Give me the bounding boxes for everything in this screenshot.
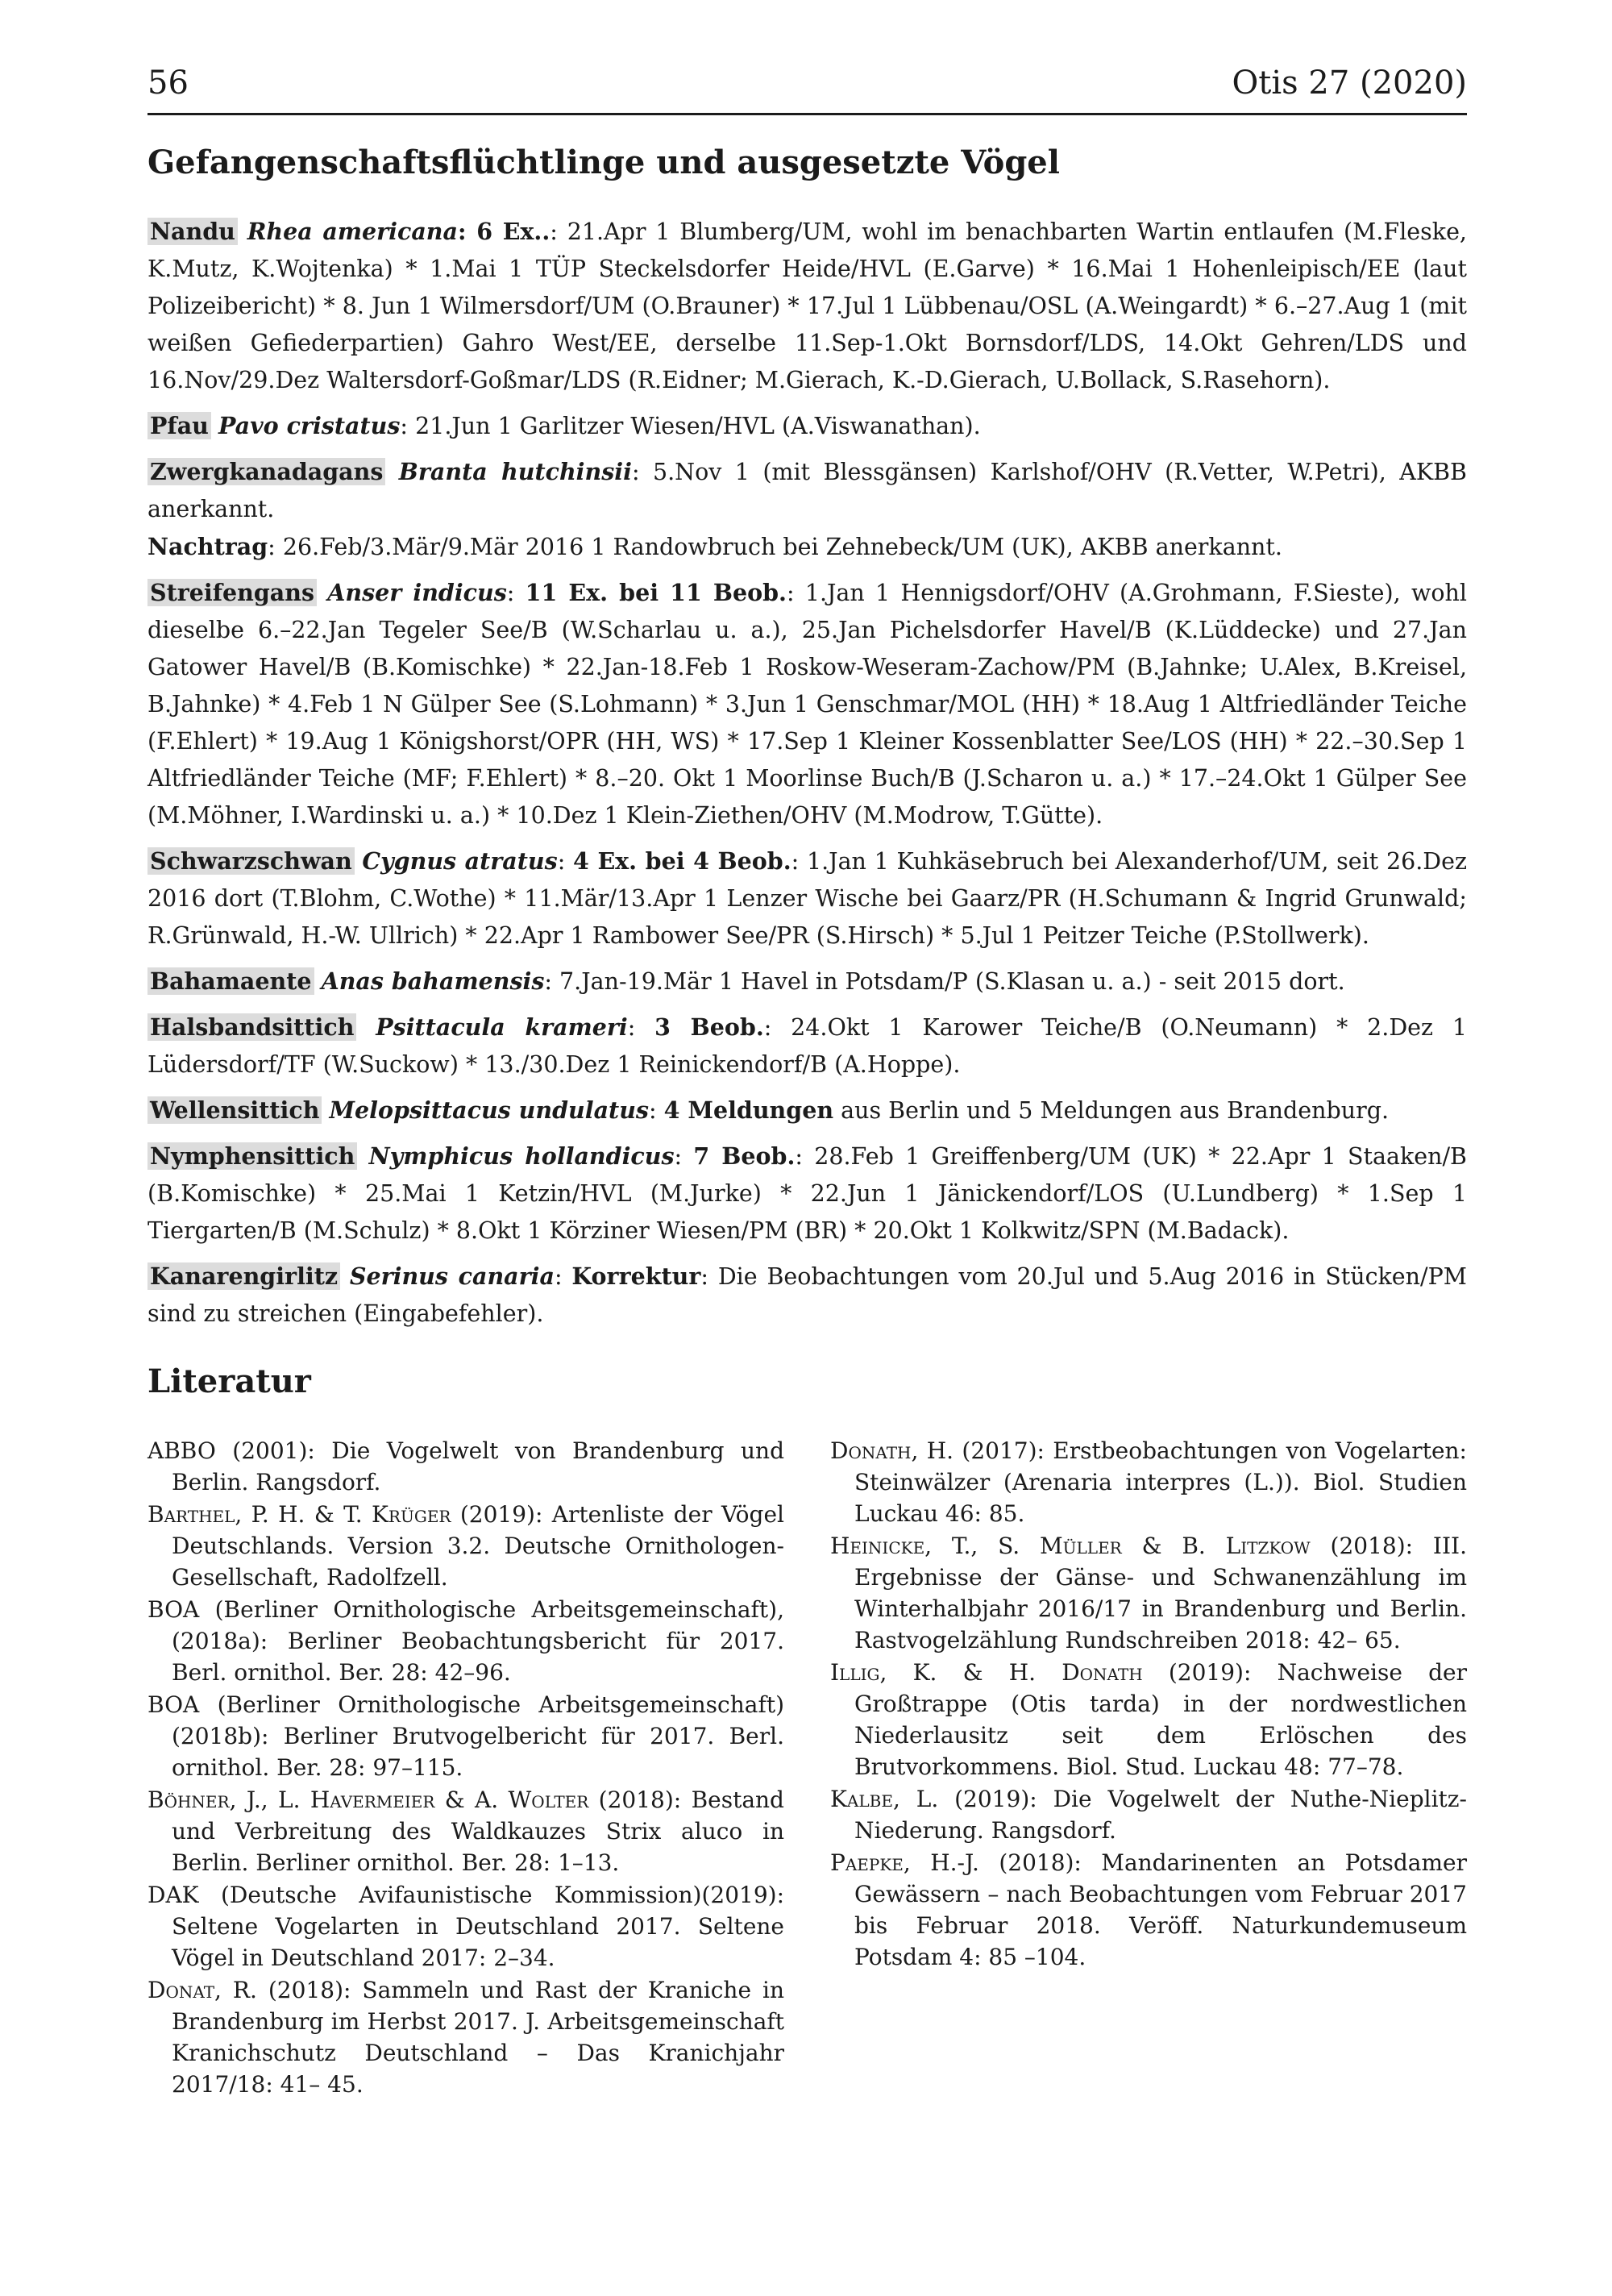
- reference-item: Illig, K. & H. Donath (2019): Nachweise der Großtrappe (Otis tarda) in der nordwestlichen Niederlausitz seit dem Erlöschen des Brutvorkommens. Biol. Stud. Luckau 48: 77–78.: [830, 1659, 1467, 1780]
- species-name: Wellensittich: [147, 1096, 322, 1124]
- species-entry-halsbandsittich: Halsbandsittich Psittacula krameri: 3 Beob.: 24.Okt 1 Karower Teiche/B (O.Neumann) * 2.Dez 1 Lüdersdorf/TF (W.Suckow) * 13./30.Dez 1 Reinickendorf/B (A.Hoppe).: [147, 1013, 1468, 1078]
- reference-item: ABBO (2001): Die Vogelwelt von Brandenburg und Berlin. Rangsdorf.: [147, 1437, 784, 1495]
- species-entry-bahamaente: Bahamaente Anas bahamensis: 7.Jan-19.Mär 1 Havel in Potsdam/P (S.Klasan u. a.) - seit 2015 dort.: [147, 963, 1467, 1000]
- species-entry-kanarengirlitz: Kanarengirlitz Serinus canaria: Korrektur: Die Beobachtungen vom 20.Jul und 5.Aug 2016 in Stücken/PM sind zu streichen (Eingabefehler).: [147, 1262, 1467, 1327]
- species-name: Kanarengirlitz: [147, 1262, 340, 1290]
- scientific-name: Pavo cristatus: [218, 412, 401, 439]
- species-entry-schwarzschwan: Schwarzschwan Cygnus atratus: 4 Ex. bei 4 Beob.: 1.Jan 1 Kuhkäsebruch bei Alexanderhof/UM, seit 26.Dez 2016 dort (T.Blohm, C.Wothe) * 11.Mär/13.Apr 1 Lenzer Wische bei Gaarz/PR (H.Schumann & Ingrid Grunwald; R.Grünwald, H.-W. Ullrich) * 22.Apr 1 Rambower See/PR (S.Hirsch) * 5.Jul 1 Peitzer Teiche (P.Stollwerk).: [147, 847, 1468, 949]
- scientific-name: Anser indicus: [327, 579, 507, 606]
- species-name: Bahamaente: [147, 967, 314, 995]
- entry-text: 21.Jun 1 Garlitzer Wiesen/HVL (A.Viswanathan).: [415, 413, 981, 439]
- species-name: Halsbandsittich: [147, 1013, 356, 1041]
- reference-item: DAK (Deutsche Avifaunistische Kommission)(2019): Seltene Vogelarten in Deutschland 2017. Seltene Vögel in Deutschland 2017: 2–34.: [147, 1882, 784, 1971]
- entry-text: 7.Jan-19.Mär 1 Havel in Potsdam/P (S.Klasan u. a.) - seit 2015 dort.: [559, 968, 1345, 995]
- count: 4 Meldungen: [663, 1096, 834, 1124]
- scientific-name: Cygnus atratus: [362, 847, 558, 875]
- reference-item: Paepke, H.-J. (2018): Mandarinenten an Potsdamer Gewässern – nach Beobachtungen vom Februar 2017 bis Februar 2018. Veröff. Naturkundemuseum Potsdam 4: 85 –104.: [830, 1849, 1467, 1970]
- scientific-name: Nymphicus hollandicus: [368, 1142, 675, 1170]
- entry-text: 28.Feb 1 Greiffenberg/UM (UK) * 22.Apr 1 Staaken/B (B.Komischke) * 25.Mai 1 Ketzin/HVL (M.Jurke) * 22.Jun 1 Jänickendorf/LOS (U.Lundberg) * 1.Sep 1 Tiergarten/B (M.Schulz) * 8.Okt 1 Körziner Wiesen/PM (BR) * 20.Okt 1 Kolkwitz/SPN (M.Badack).: [147, 1143, 1467, 1244]
- addendum-label: Nachtrag: [147, 533, 268, 560]
- entry-text: 21.Apr 1 Blumberg/UM, wohl im benachbarten Wartin entlaufen (M.Fleske, K.Mutz, K.Wojtenka) * 1.Mai 1 TÜP Steckelsdorfer Heide/HVL (E.Garve) * 16.Mai 1 Hohenleipisch/EE (laut Polizeibericht) * 8. Jun 1 Wilmersdorf/UM (O.Brauner) * 17.Jul 1 Lübbenau/OSL (A.Weingardt) * 6.–27.Aug 1 (mit weißen Gefiederpartien) Gahro West/EE, derselbe 11.Sep-1.Okt Bornsdorf/LDS, 14.Okt Gehren/LDS und 16.Nov/29.Dez Waltersdorf-Goßmar/LDS (R.Eidner; M.Gierach, K.-D.Gierach, U.Bollack, S.Rasehorn).: [147, 218, 1467, 393]
- entry-text: 24.Okt 1 Karower Teiche/B (O.Neumann) * 2.Dez 1 Lüdersdorf/TF (W.Suckow) * 13./30.Dez 1 Reinickendorf/B (A.Hoppe).: [147, 1014, 1468, 1078]
- literature-title: Literatur: [147, 1362, 311, 1400]
- entry-text: 5.Nov 1 (mit Blessgänsen) Karlshof/OHV (R.Vetter, W.Petri), AKBB anerkannt.: [147, 459, 1468, 522]
- entry-text: aus Berlin und 5 Meldungen aus Brandenburg.: [841, 1097, 1390, 1124]
- reference-list-right: [830, 1435, 1467, 1974]
- species-entry-nandu: Nandu Rhea americana: 6 Ex..: 21.Apr 1 Blumberg/UM, wohl im benachbarten Wartin entlaufen (M.Fleske, K.Mutz, K.Wojtenka) * 1.Mai 1 TÜP Steckelsdorfer Heide/HVL (E.Garve) * 16.Mai 1 Hohenleipisch/EE (laut Polizeibericht) * 8. Jun 1 Wilmersdorf/UM (O.Brauner) * 17.Jul 1 Lübbenau/OSL (A.Weingardt) * 6.–27.Aug 1 (mit weißen Gefiederpartien) Gahro West/EE, derselbe 11.Sep-1.Okt Bornsdorf/LDS, 14.Okt Gehren/LDS und 16.Nov/29.Dez Waltersdorf-Goßmar/LDS (R.Eidner; M.Gierach, K.-D.Gierach, U.Bollack, S.Rasehorn).: [147, 218, 1467, 393]
- reference-item: Heinicke, T., S. Müller & B. Litzkow (2018): III. Ergebnisse der Gänse- und Schwanenzählung im Winterhalbjahr 2016/17 in Brandenburg und Berlin. Rastvogelzählung Rundschreiben 2018: 42– 65.: [830, 1533, 1467, 1653]
- species-name: Nymphensittich: [147, 1142, 357, 1170]
- count: 3 Beob.: [654, 1013, 764, 1041]
- page-header: [147, 64, 1467, 115]
- species-entry-zwergkanadagans: Zwergkanadagans Branta hutchinsii: 5.Nov 1 (mit Blessgänsen) Karlshof/OHV (R.Vetter, W.Petri), AKBB anerkannt. Nachtrag: 26.Feb/3.Mär/9.Mär 2016 1 Randowbruch bei Zehnebeck/UM (UK), AKBB anerkannt.: [147, 458, 1468, 560]
- reference-item: BOA (Berliner Ornithologische Arbeitsgemeinschaft) (2018b): Berliner Brutvogelbericht für 2017. Berl. ornithol. Ber. 28: 97–115.: [147, 1691, 784, 1781]
- correction-label: Korrektur: [571, 1262, 701, 1290]
- reference-item: Donath, H. (2017): Erstbeobachtungen von Vogelarten: Steinwälzer (Arenaria interpres (L.)). Biol. Studien Luckau 46: 85.: [830, 1437, 1467, 1527]
- species-name: Pfau: [147, 412, 211, 439]
- species-entry-pfau: Pfau Pavo cristatus: 21.Jun 1 Garlitzer Wiesen/HVL (A.Viswanathan).: [147, 407, 1467, 445]
- section-title: Gefangenschaftsflüchtlinge und ausgesetzte Vögel: [147, 144, 1060, 181]
- addendum-text: 26.Feb/3.Mär/9.Mär 2016 1 Randowbruch bei Zehnebeck/UM (UK), AKBB anerkannt.: [282, 534, 1282, 560]
- scientific-name: Rhea americana: [247, 218, 458, 245]
- species-entry-wellensittich: Wellensittich Melopsittacus undulatus: 4 Meldungen aus Berlin und 5 Meldungen aus Brandenburg.: [147, 1092, 1467, 1129]
- page-number: 56: [147, 64, 189, 102]
- reference-item: Donat, R. (2018): Sammeln und Rast der Kraniche in Brandenburg im Herbst 2017. J. Arbeitsgemeinschaft Kranichschutz Deutschland – Das Kranichjahr 2017/18: 41– 45.: [147, 1977, 784, 2098]
- reference-list-left: [147, 1435, 784, 2101]
- reference-item: Kalbe, L. (2019): Die Vogelwelt der Nuthe-Nieplitz-Niederung. Rangsdorf.: [830, 1786, 1467, 1844]
- scientific-name: Melopsittacus undulatus: [329, 1096, 649, 1124]
- entry-text: Die Beobachtungen vom 20.Jul und 5.Aug 2016 in Stücken/PM sind zu streichen (Eingabefehler).: [147, 1263, 1467, 1327]
- journal-citation: Otis 27 (2020): [1232, 64, 1467, 102]
- reference-item: BOA (Berliner Ornithologische Arbeitsgemeinschaft), (2018a): Berliner Beobachtungsbericht für 2017. Berl. ornithol. Ber. 28: 42–96.: [147, 1596, 784, 1686]
- scientific-name: Branta hutchinsii: [398, 458, 632, 485]
- species-name: Nandu: [147, 218, 238, 245]
- entry-text: 1.Jan 1 Kuhkäsebruch bei Alexanderhof/UM, seit 26.Dez 2016 dort (T.Blohm, C.Wothe) * 11.Mär/13.Apr 1 Lenzer Wische bei Gaarz/PR (H.Schumann & Ingrid Grunwald; R.Grünwald, H.-W. Ullrich) * 22.Apr 1 Rambower See/PR (S.Hirsch) * 5.Jul 1 Peitzer Teiche (P.Stollwerk).: [147, 848, 1468, 949]
- scientific-name: Psittacula krameri: [376, 1013, 628, 1041]
- species-entries: [147, 213, 1467, 1341]
- count: 4 Ex. bei 4 Beob.: [573, 847, 791, 875]
- species-name: Zwergkanadagans: [147, 458, 385, 485]
- count: 6 Ex.: [476, 218, 542, 245]
- count: 7 Beob.: [693, 1142, 796, 1170]
- species-entry-streifengans: Streifengans Anser indicus: 11 Ex. bei 11 Beob.: 1.Jan 1 Hennigsdorf/OHV (A.Grohmann, F.Sieste), wohl dieselbe 6.–22.Jan Tegeler See/B (W.Scharlau u. a.), 25.Jan Pichelsdorfer Havel/B (K.Lüddecke) und 27.Jan Gatower Havel/B (B.Komischke) * 22.Jan-18.Feb 1 Roskow-Weseram-Zachow/PM (B.Jahnke; U.Alex, B.Kreisel, B.Jahnke) * 4.Feb 1 N Gülper See (S.Lohmann) * 3.Jun 1 Genschmar/MOL (HH) * 18.Aug 1 Altfriedländer Teiche (F.Ehlert) * 19.Aug 1 Königshorst/OPR (HH, WS) * 17.Sep 1 Kleiner Kossenblatter See/LOS (HH) * 22.–30.Sep 1 Altfriedländer Teiche (MF; F.Ehlert) * 8.–20. Okt 1 Moorlinse Buch/B (J.Scharon u. a.) * 17.–24.Okt 1 Gülper See (M.Möhner, I.Wardinski u. a.) * 10.Dez 1 Klein-Ziethen/OHV (M.Modrow, T.Gütte).: [147, 579, 1467, 829]
- species-name: Schwarzschwan: [147, 847, 355, 875]
- species-entry-nymphensittich: Nymphensittich Nymphicus hollandicus: 7 Beob.: 28.Feb 1 Greiffenberg/UM (UK) * 22.Apr 1 Staaken/B (B.Komischke) * 25.Mai 1 Ketzin/HVL (M.Jurke) * 22.Jun 1 Jänickendorf/LOS (U.Lundberg) * 1.Sep 1 Tiergarten/B (M.Schulz) * 8.Okt 1 Körziner Wiesen/PM (BR) * 20.Okt 1 Kolkwitz/SPN (M.Badack).: [147, 1142, 1467, 1244]
- scientific-name: Anas bahamensis: [321, 967, 545, 995]
- reference-item: Barthel, P. H. & T. Krüger (2019): Artenliste der Vögel Deutschlands. Version 3.2. Deutsche Ornithologen-Gesellschaft, Radolfzell.: [147, 1501, 784, 1591]
- scientific-name: Serinus canaria: [349, 1262, 555, 1290]
- entry-text: 1.Jan 1 Hennigsdorf/OHV (A.Grohmann, F.Sieste), wohl dieselbe 6.–22.Jan Tegeler See/B (W.Scharlau u. a.), 25.Jan Pichelsdorfer Havel/B (K.Lüddecke) und 27.Jan Gatower Havel/B (B.Komischke) * 22.Jan-18.Feb 1 Roskow-Weseram-Zachow/PM (B.Jahnke; U.Alex, B.Kreisel, B.Jahnke) * 4.Feb 1 N Gülper See (S.Lohmann) * 3.Jun 1 Genschmar/MOL (HH) * 18.Aug 1 Altfriedländer Teiche (F.Ehlert) * 19.Aug 1 Königshorst/OPR (HH, WS) * 17.Sep 1 Kleiner Kossenblatter See/LOS (HH) * 22.–30.Sep 1 Altfriedländer Teiche (MF; F.Ehlert) * 8.–20. Okt 1 Moorlinse Buch/B (J.Scharon u. a.) * 17.–24.Okt 1 Gülper See (M.Möhner, I.Wardinski u. a.) * 10.Dez 1 Klein-Ziethen/OHV (M.Modrow, T.Gütte).: [147, 580, 1467, 829]
- reference-item: Böhner, J., L. Havermeier & A. Wolter (2018): Bestand und Verbreitung des Waldkauzes Strix aluco in Berlin. Berliner ornithol. Ber. 28: 1–13.: [147, 1786, 784, 1876]
- species-name: Streifengans: [147, 579, 317, 606]
- count: 11 Ex. bei 11 Beob.: [525, 579, 787, 606]
